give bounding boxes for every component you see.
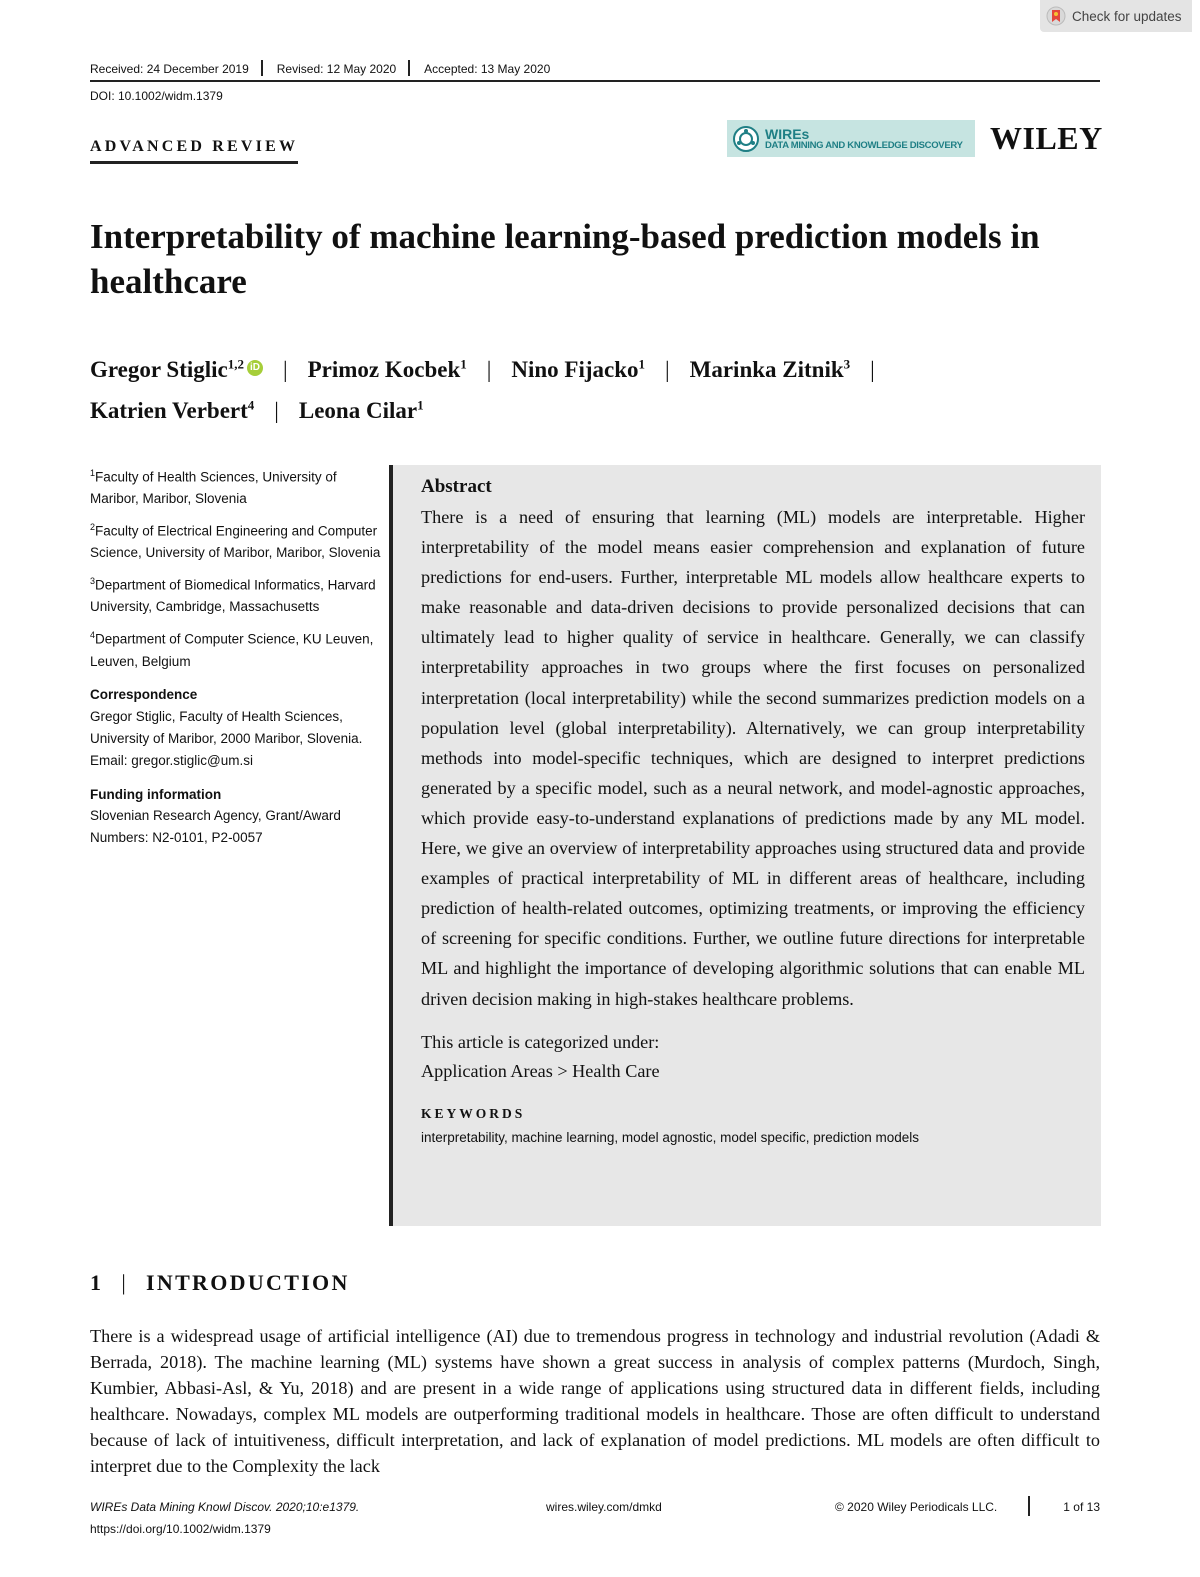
affiliation: $^1$Faculty of Health Sciences, University of Maribor, Maribor, Slovenia <box>90 468 337 507</box>
author[interactable]: Nino Fijacko$^1$ <box>511 356 646 382</box>
affiliation: $^3$Department of Biomedical Informatics, Harvard University, Cambridge, Massachusetts <box>90 576 376 615</box>
keywords-list: interpretability, machine learning, model agnostic, model specific, prediction models <box>421 1129 919 1145</box>
section-title: INTRODUCTION <box>146 1270 350 1295</box>
front-matter-sidebar <box>90 463 382 849</box>
keywords-heading: KEYWORDS <box>421 1105 526 1121</box>
funding-heading: Funding information <box>90 786 222 802</box>
footer-divider <box>1028 1496 1030 1516</box>
author[interactable]: Gregor Stiglic$^{1,2}$ <box>90 356 245 382</box>
journal-logo-wires: WIREs <box>765 125 810 142</box>
section-heading <box>90 1270 350 1296</box>
correspondence-heading: Correspondence <box>90 687 198 703</box>
revised-date: Revised: 12 May 2020 <box>277 60 410 76</box>
section-separator: | <box>121 1270 129 1295</box>
publisher-logo: WILEY <box>990 120 1103 156</box>
journal-logo-subtitle: DATA MINING AND KNOWLEDGE DISCOVERY <box>765 139 963 151</box>
received-date: Received: 24 December 2019 <box>90 60 263 76</box>
author[interactable]: Primoz Kocbek$^1$ <box>307 356 467 382</box>
footer-journal-url[interactable]: wires.wiley.com/dmkd <box>546 1500 662 1514</box>
correspondence-email[interactable]: Email: gregor.stiglic@um.si <box>90 752 254 768</box>
check-for-updates-badge[interactable] <box>1040 0 1192 32</box>
journal-logo <box>727 120 975 157</box>
affiliation: $^2$Faculty of Electrical Engineering and Computer Science, University of Maribor, Maribor, Slovenia <box>90 522 381 561</box>
check-for-updates-label: Check for updates <box>1072 8 1182 24</box>
orcid-icon[interactable]: iD <box>247 360 263 376</box>
footer-copyright: © 2020 Wiley Periodicals LLC. <box>835 1500 998 1514</box>
footer-page-number: 1 of 13 <box>1063 1500 1100 1514</box>
publication-dates <box>90 60 1100 82</box>
doi: DOI: 10.1002/widm.1379 <box>90 89 223 103</box>
funding-text: Slovenian Research Agency, Grant/Award Numbers: N2-0101, P2-0057 <box>90 808 341 846</box>
check-for-updates-icon <box>1046 6 1066 26</box>
introduction-paragraph: There is a widespread usage of artificial intelligence (AI) due to tremendous progress in technology and industrial revolution (Adadi & Berrada, 2018). The machine learning (ML) systems have shown a great success in analysis of complex patterns (Murdoch, Singh, Kumbier, Abbasi-Asl, & Yu, 2018) and are present in a wide range of applications using structured data in different fields, including healthcare. Nowadays, complex ML models are outperforming traditional models in healthcare. Those are often difficult to understand because of lack of intuitiveness, difficult interpretation, and lack of explanation of model predictions. ML models are often difficult to interpret due to the Complexity the lack <box>90 1326 1100 1476</box>
article-type: ADVANCED REVIEW <box>90 138 298 164</box>
accepted-date: Accepted: 13 May 2020 <box>424 62 551 76</box>
affiliation: $^4$Department of Computer Science, KU Leuven, Leuven, Belgium <box>90 630 374 669</box>
author[interactable]: Marinka Zitnik$^3$ <box>689 356 851 382</box>
abstract-heading: Abstract <box>421 476 492 497</box>
footer-journal-citation: WIREs Data Mining Knowl Discov. 2020;10:e1379. <box>90 1500 360 1514</box>
author[interactable]: Leona Cilar$^1$ <box>298 397 424 424</box>
abstract-text: There is a need of ensuring that learning (ML) models are interpretable. Higher interpretability of the model means easier comprehension and explanation of future predictions for end-users. Further, interpretable ML models allow healthcare experts to make reasonable and data-driven decisions to provide personalized decisions that can ultimately lead to higher quality of service in healthcare. Generally, we can classify interpretability approaches in two groups where the first focuses on personalized interpretation (local interpretability) while the second summarizes prediction models on a population level (global interpretability). Alternatively, we can group interpretability methods into model-specific techniques, which are designed to interpret predictions generated by a specific model, such as a neural network, and model-agnostic approaches, which provide easy-to-understand explanations of predictions made by any ML model. Here, we give an overview of interpretability approaches using structured data and provide examples of practical interpretability of ML in different areas of healthcare, including prediction of health-related outcomes, optimizing treatments, or improving the efficiency of screening for specific conditions. Further, we outline future directions for interpretable ML and highlight the importance of developing algorithmic solutions that can enable ML driven decision making in high-stakes healthcare problems. <box>421 507 1085 1009</box>
footer-doi-link[interactable]: https://doi.org/10.1002/widm.1379 <box>90 1522 271 1536</box>
category-intro: This article is categorized under: <box>421 1031 660 1052</box>
article-title: Interpretability of machine learning-based prediction models in healthcare <box>90 217 1040 301</box>
author[interactable]: Katrien Verbert$^4$ <box>90 397 255 424</box>
abstract-box <box>389 465 1101 1226</box>
section-number: 1 <box>90 1270 104 1295</box>
correspondence-text: Gregor Stiglic, Faculty of Health Sciences, University of Maribor, 2000 Maribor, Slovenia. <box>90 709 363 746</box>
wires-logo-icon <box>733 126 759 152</box>
author-list: Gregor Stiglic$^{1,2}$ iD | Primoz Kocbek$^1$ | Nino Fijacko$^1$ | Marinka Zitnik$^3$ | Katrien Verbert$^4$ | Leona Cilar$^1$ <box>90 356 875 424</box>
category-link[interactable]: Application Areas > Health Care <box>421 1060 660 1081</box>
